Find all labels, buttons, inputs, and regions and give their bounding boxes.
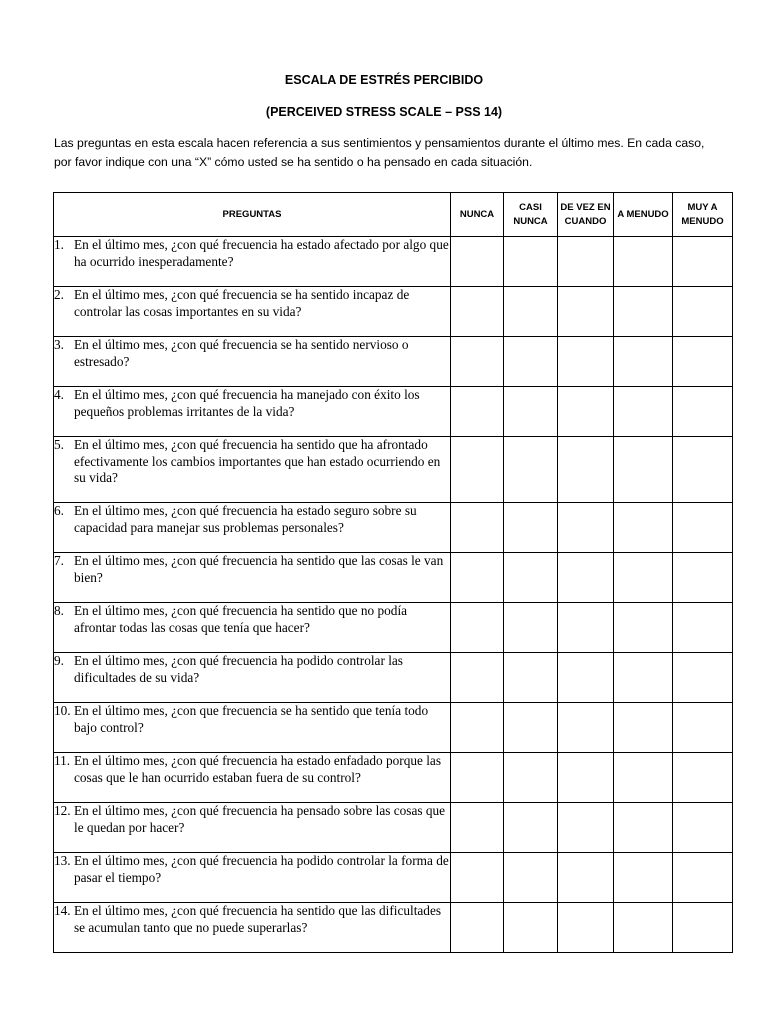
answer-cell-muy-a-menudo[interactable] [673, 703, 733, 753]
question-item [54, 553, 450, 586]
question-number: 14. [54, 903, 71, 918]
answer-cell-de-vez-en-cuando[interactable] [558, 903, 614, 953]
question-item [54, 387, 450, 420]
answer-cell-muy-a-menudo[interactable] [673, 237, 733, 287]
question-number: 6. [54, 503, 64, 518]
question-item [54, 903, 450, 936]
question-cell [54, 903, 451, 953]
answer-cell-nunca[interactable] [451, 553, 504, 603]
question-cell [54, 653, 451, 703]
answer-cell-casi-nunca[interactable] [504, 503, 558, 553]
answer-cell-casi-nunca[interactable] [504, 287, 558, 337]
answer-cell-de-vez-en-cuando[interactable] [558, 803, 614, 853]
document-title: ESCALA DE ESTRÉS PERCIBIDO [284, 73, 484, 87]
header-muy-a-menudo: MUY A MENUDO [673, 193, 733, 237]
question-text: En el último mes, ¿con qué frecuencia ha manejado con éxito los pequeños problemas irritantes de la vida? [74, 387, 420, 419]
answer-cell-de-vez-en-cuando[interactable] [558, 287, 614, 337]
answer-cell-casi-nunca[interactable] [504, 437, 558, 503]
answer-cell-de-vez-en-cuando[interactable] [558, 753, 614, 803]
table-row [54, 287, 733, 337]
table-row [54, 503, 733, 553]
answer-cell-muy-a-menudo[interactable] [673, 387, 733, 437]
question-item [54, 753, 450, 786]
question-number: 10. [54, 703, 71, 718]
answer-cell-muy-a-menudo[interactable] [673, 503, 733, 553]
question-text: En el último mes, ¿con qué frecuencia ha podido controlar la forma de pasar el tiempo? [74, 853, 449, 885]
question-cell [54, 503, 451, 553]
question-cell [54, 703, 451, 753]
table-row [54, 237, 733, 287]
answer-cell-a-menudo[interactable] [614, 903, 673, 953]
questionnaire-table [53, 192, 733, 953]
answer-cell-muy-a-menudo[interactable] [673, 337, 733, 387]
answer-cell-de-vez-en-cuando[interactable] [558, 503, 614, 553]
answer-cell-muy-a-menudo[interactable] [673, 853, 733, 903]
table-row [54, 653, 733, 703]
answer-cell-nunca[interactable] [451, 603, 504, 653]
answer-cell-de-vez-en-cuando[interactable] [558, 603, 614, 653]
answer-cell-de-vez-en-cuando[interactable] [558, 387, 614, 437]
table-row [54, 853, 733, 903]
answer-cell-de-vez-en-cuando[interactable] [558, 853, 614, 903]
question-text: En el último mes, ¿con qué frecuencia ha sentido que las cosas le van bien? [74, 553, 444, 585]
question-cell [54, 603, 451, 653]
answer-cell-de-vez-en-cuando[interactable] [558, 653, 614, 703]
answer-cell-a-menudo[interactable] [614, 553, 673, 603]
answer-cell-casi-nunca[interactable] [504, 653, 558, 703]
question-cell [54, 437, 451, 503]
answer-cell-de-vez-en-cuando[interactable] [558, 437, 614, 503]
question-text: En el último mes, ¿con qué frecuencia ha estado enfadado porque las cosas que le han ocurrido estaban fuera de su control? [74, 753, 441, 785]
question-item [54, 337, 450, 370]
answer-cell-a-menudo[interactable] [614, 853, 673, 903]
answer-cell-muy-a-menudo[interactable] [673, 603, 733, 653]
question-text: En el último mes, ¿con qué frecuencia ha estado seguro sobre su capacidad para manejar sus problemas personales? [74, 503, 417, 535]
answer-cell-nunca[interactable] [451, 703, 504, 753]
question-number: 8. [54, 603, 64, 618]
question-cell [54, 553, 451, 603]
answer-cell-casi-nunca[interactable] [504, 553, 558, 603]
answer-cell-a-menudo[interactable] [614, 753, 673, 803]
answer-cell-nunca[interactable] [451, 853, 504, 903]
question-cell [54, 753, 451, 803]
answer-cell-de-vez-en-cuando[interactable] [558, 237, 614, 287]
answer-cell-de-vez-en-cuando[interactable] [558, 337, 614, 387]
answer-cell-muy-a-menudo[interactable] [673, 653, 733, 703]
question-cell [54, 853, 451, 903]
answer-cell-a-menudo[interactable] [614, 337, 673, 387]
question-cell [54, 237, 451, 287]
question-number: 13. [54, 853, 71, 868]
answer-cell-casi-nunca[interactable] [504, 237, 558, 287]
answer-cell-a-menudo[interactable] [614, 387, 673, 437]
answer-cell-nunca[interactable] [451, 437, 504, 503]
table-row [54, 337, 733, 387]
answer-cell-a-menudo[interactable] [614, 503, 673, 553]
question-number: 9. [54, 653, 64, 668]
table-row [54, 753, 733, 803]
table-row [54, 903, 733, 953]
answer-cell-casi-nunca[interactable] [504, 337, 558, 387]
answer-cell-nunca[interactable] [451, 753, 504, 803]
answer-cell-a-menudo[interactable] [614, 237, 673, 287]
header-casi-nunca: CASI NUNCA [504, 193, 558, 237]
answer-cell-a-menudo[interactable] [614, 287, 673, 337]
question-cell [54, 803, 451, 853]
answer-cell-casi-nunca[interactable] [504, 703, 558, 753]
table-row [54, 387, 733, 437]
table-row [54, 603, 733, 653]
question-item [54, 853, 450, 886]
table-row [54, 437, 733, 503]
question-item [54, 237, 450, 270]
header-a-menudo: A MENUDO [614, 193, 673, 237]
answer-cell-casi-nunca[interactable] [504, 603, 558, 653]
question-item [54, 803, 450, 836]
answer-cell-nunca[interactable] [451, 237, 504, 287]
answer-cell-a-menudo[interactable] [614, 803, 673, 853]
question-text: En el último mes, ¿con qué frecuencia ha pensado sobre las cosas que le quedan por hacer? [74, 803, 446, 835]
answer-cell-casi-nunca[interactable] [504, 387, 558, 437]
answer-cell-muy-a-menudo[interactable] [673, 803, 733, 853]
answer-cell-muy-a-menudo[interactable] [673, 437, 733, 503]
answer-cell-a-menudo[interactable] [614, 437, 673, 503]
answer-cell-muy-a-menudo[interactable] [673, 553, 733, 603]
answer-cell-nunca[interactable] [451, 337, 504, 387]
instructions-paragraph: Las preguntas en esta escala hacen referencia a sus sentimientos y pensamientos durante el último mes. En cada caso, por favor indique con una “X” cómo usted se ha sentido o ha pensado en cada situación. [54, 136, 705, 169]
question-item [54, 703, 450, 736]
question-item [54, 287, 450, 320]
question-text: En el último mes, ¿con qué frecuencia ha sentido que ha afrontado efectivamente los cambios importantes que han estado ocurriendo en su vida? [74, 437, 441, 485]
answer-cell-muy-a-menudo[interactable] [673, 287, 733, 337]
header-de-vez-en-cuando: DE VEZ EN CUANDO [558, 193, 614, 237]
question-number: 3. [54, 337, 64, 352]
question-text: En el último mes, ¿con qué frecuencia se ha sentido nervioso o estresado? [74, 337, 409, 369]
answer-cell-casi-nunca[interactable] [504, 753, 558, 803]
answer-cell-muy-a-menudo[interactable] [673, 753, 733, 803]
answer-cell-nunca[interactable] [451, 503, 504, 553]
header-preguntas: PREGUNTAS [54, 193, 451, 237]
question-number: 12. [54, 803, 71, 818]
answer-cell-nunca[interactable] [451, 387, 504, 437]
question-text: En el último mes, ¿con qué frecuencia se ha sentido incapaz de controlar las cosas importantes en su vida? [74, 287, 410, 319]
question-number: 11. [54, 753, 71, 768]
answer-cell-muy-a-menudo[interactable] [673, 903, 733, 953]
header-nunca: NUNCA [451, 193, 504, 237]
question-text: En el último mes, ¿con qué frecuencia ha estado afectado por algo que ha ocurrido inesperadamente? [74, 237, 449, 269]
table-row [54, 803, 733, 853]
question-text: En el último mes, ¿con qué frecuencia ha podido controlar las dificultades de su vida? [74, 653, 403, 685]
table-row [54, 703, 733, 753]
answer-cell-de-vez-en-cuando[interactable] [558, 703, 614, 753]
question-number: 1. [54, 237, 64, 252]
question-item [54, 603, 450, 636]
question-number: 4. [54, 387, 64, 402]
question-text: En el último mes, ¿con qué frecuencia ha sentido que no podía afrontar todas las cosas que tenía que hacer? [74, 603, 408, 635]
answer-cell-a-menudo[interactable] [614, 653, 673, 703]
question-item [54, 653, 450, 686]
question-item [54, 503, 450, 536]
question-number: 2. [54, 287, 64, 302]
answer-cell-a-menudo[interactable] [614, 703, 673, 753]
question-cell [54, 337, 451, 387]
question-cell [54, 387, 451, 437]
document-subtitle: (PERCEIVED STRESS SCALE – PSS 14) [265, 105, 503, 119]
question-text: En el último mes, ¿con que frecuencia se ha sentido que tenía todo bajo control? [74, 703, 429, 735]
table-header-row [54, 193, 733, 237]
question-number: 5. [54, 437, 64, 452]
answer-cell-nunca[interactable] [451, 803, 504, 853]
answer-cell-casi-nunca[interactable] [504, 903, 558, 953]
answer-cell-a-menudo[interactable] [614, 603, 673, 653]
answer-cell-de-vez-en-cuando[interactable] [558, 553, 614, 603]
answer-cell-nunca[interactable] [451, 903, 504, 953]
question-text: En el último mes, ¿con qué frecuencia ha sentido que las dificultades se acumulan tanto que no puede superarlas? [74, 903, 442, 935]
question-item [54, 437, 450, 487]
answer-cell-nunca[interactable] [451, 653, 504, 703]
answer-cell-casi-nunca[interactable] [504, 853, 558, 903]
answer-cell-nunca[interactable] [451, 287, 504, 337]
question-cell [54, 287, 451, 337]
table-row [54, 553, 733, 603]
question-number: 7. [54, 553, 64, 568]
answer-cell-casi-nunca[interactable] [504, 803, 558, 853]
